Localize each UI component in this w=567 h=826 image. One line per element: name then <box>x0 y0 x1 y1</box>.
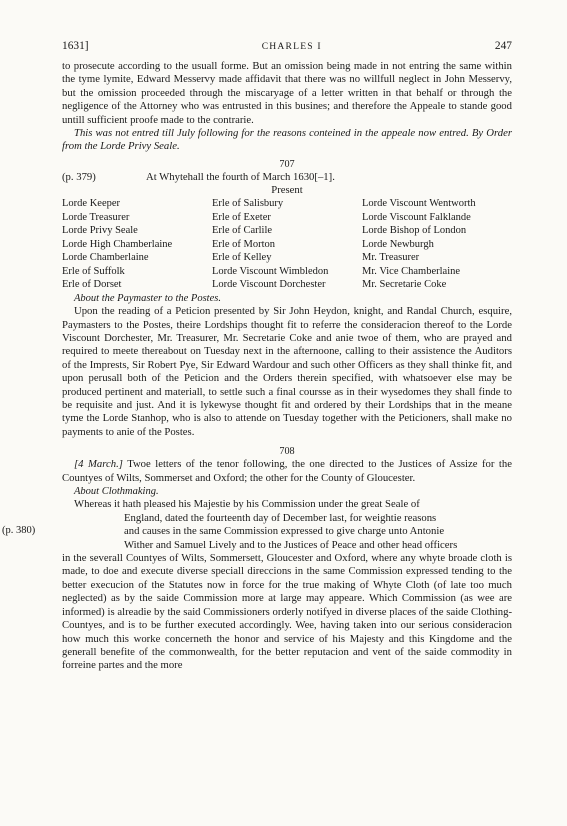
attendee: Lorde Viscount Wentworth <box>362 198 476 210</box>
attendee: Mr. Secretarie Coke <box>362 279 447 291</box>
present-label: Present <box>271 184 303 197</box>
attendee: Lorde Viscount Falklande <box>362 211 471 223</box>
entry-708-body <box>2 498 512 672</box>
body-line: and causes in the same Commission expressed to give charge unto Antonie <box>124 525 445 538</box>
attendee: Lorde High Chamberlaine <box>62 238 173 250</box>
attendee: Erle of Suffolk <box>62 265 125 277</box>
attendee-list <box>62 197 512 292</box>
header-title: CHARLES I <box>261 41 322 52</box>
entry-number-707: 707 <box>279 158 295 170</box>
header-page-number: 247 <box>494 40 512 52</box>
attendee: Erle of Dorset <box>62 279 122 291</box>
document-page <box>2 40 512 673</box>
attendee: Erle of Morton <box>212 238 275 250</box>
attendee: Erle of Kelley <box>212 252 272 264</box>
attendee: Lorde Privy Seale <box>62 225 138 237</box>
subject-heading-clothmaking: About Clothmaking. <box>74 486 159 498</box>
page-ref-380: (p. 380) <box>2 525 36 537</box>
attendee: Lorde Chamberlaine <box>62 252 149 264</box>
attendee: Erle of Salisbury <box>212 198 284 210</box>
attendee: Mr. Treasurer <box>362 252 420 264</box>
header-year: 1631] <box>62 40 89 52</box>
date-note: [4 March.] <box>74 458 123 471</box>
attendee: Mr. Vice Chamberlaine <box>362 265 461 277</box>
opening-text: Twoe letters of the tenor following, the one directed to the Justices of Assize for the Countyes of Wilts, Sommerset and Oxford; the other for the County of Gloucester. <box>62 458 512 484</box>
body-line: Wither and Samuel Lively and to the Justices of Peace and other head officers <box>124 538 458 551</box>
attendee: Erle of Carlile <box>212 225 273 237</box>
attendee: Lorde Viscount Wimbledon <box>212 265 329 277</box>
body-continuation: in the severall Countyes of Wilts, Sommersett, Gloucester and Oxford, where any whyte broade cloth is made, to doe and execute diverse speciall direccions in the same Commission expressed tending to the better execucion of the Statutes now in force for the true making of Whyte Cloth (of late too much neglected) as by the saide Commission more at large may appeare. Which Commission (as wee are informed) is alreadie by the said Commissioners orderly notifyed in diverse places of the saide Clothing-Countyes, and is to be further executed accordingly. Wee, having taken into our serious consideracion how much this worke concerneth the honor and service of his Majesty and this Kingdome and the generall benefite of the commonwealth, for the better reputacion and vent of the saide commodity in forreine partes and the more <box>62 552 512 672</box>
page-ref-379: (p. 379) <box>62 170 96 183</box>
attendee: Lorde Newburgh <box>362 238 434 250</box>
subject-heading-paymaster: About the Paymaster to the Postes. <box>74 292 221 304</box>
running-header <box>62 40 512 60</box>
entry-707-body: Upon the reading of a Peticion presented by Sir John Heydon, knight, and Randal Church, esquire, Paymasters to the Postes, theire Lordships thought fit to referre the consideracion thereof to the Lorde Viscount Dorchester, Mr. Treasurer, Mr. Secretarie Coke and anie twoe of them, who are prayed and required to meete thereabout on Tuesday next in the afternoone, calling to their assistence the Auditors of the Imprests, Sir Robert Pye, Sir Edward Wardour and such other Officers as they shall thinke fit, and upon perusall both of the Peticion and the Orders therein specified, with whatsoever else may be produced pertinent and materiall, to settle such a final coursse as in their wysedomes they shall finde to be requisite and just. And it is lykewyse thought fit and ordered by their Lordships that in the meane tyme the Lorde Stanhop, who is also to attende on Tuesday together with the Peticioners, shall make no payments to anie of the Postes. <box>62 305 512 438</box>
meeting-line <box>62 171 512 184</box>
body-line: England, dated the fourteenth day of December last, for weightie reasons <box>124 511 437 524</box>
attendee: Lorde Bishop of London <box>362 225 467 237</box>
entry-number-708: 708 <box>279 446 295 458</box>
body-line: Whereas it hath pleased his Majestie by his Commission under the great Seale of <box>74 498 420 511</box>
meeting-heading: At Whytehall the fourth of March 1630[–1]. <box>146 170 335 183</box>
attendee: Lorde Viscount Dorchester <box>212 279 326 291</box>
attendee: Lorde Treasurer <box>62 211 130 223</box>
intro-paragraph: to prosecute according to the usuall forme. But an omission being made in not entring the same within the tyme lymite, Edward Messervy made affidavit that there was no willfull neglect in John Messervy, but the omission proceeded through the miscaryage of a letter written in that behalf or through the negligence of the Attorney who was entrusted in this busines; and therefore the Appeale to stande good untill sufficient proofe made to the contrarie. <box>62 60 512 126</box>
attendee: Erle of Exeter <box>212 211 271 223</box>
attendee: Lorde Keeper <box>62 198 121 210</box>
intro-note: This was not entred till July following for the reasons conteined in the appeale now entred. By Order from the Lorde Privy Seale. <box>62 127 512 153</box>
entry-708-opening <box>62 458 512 485</box>
